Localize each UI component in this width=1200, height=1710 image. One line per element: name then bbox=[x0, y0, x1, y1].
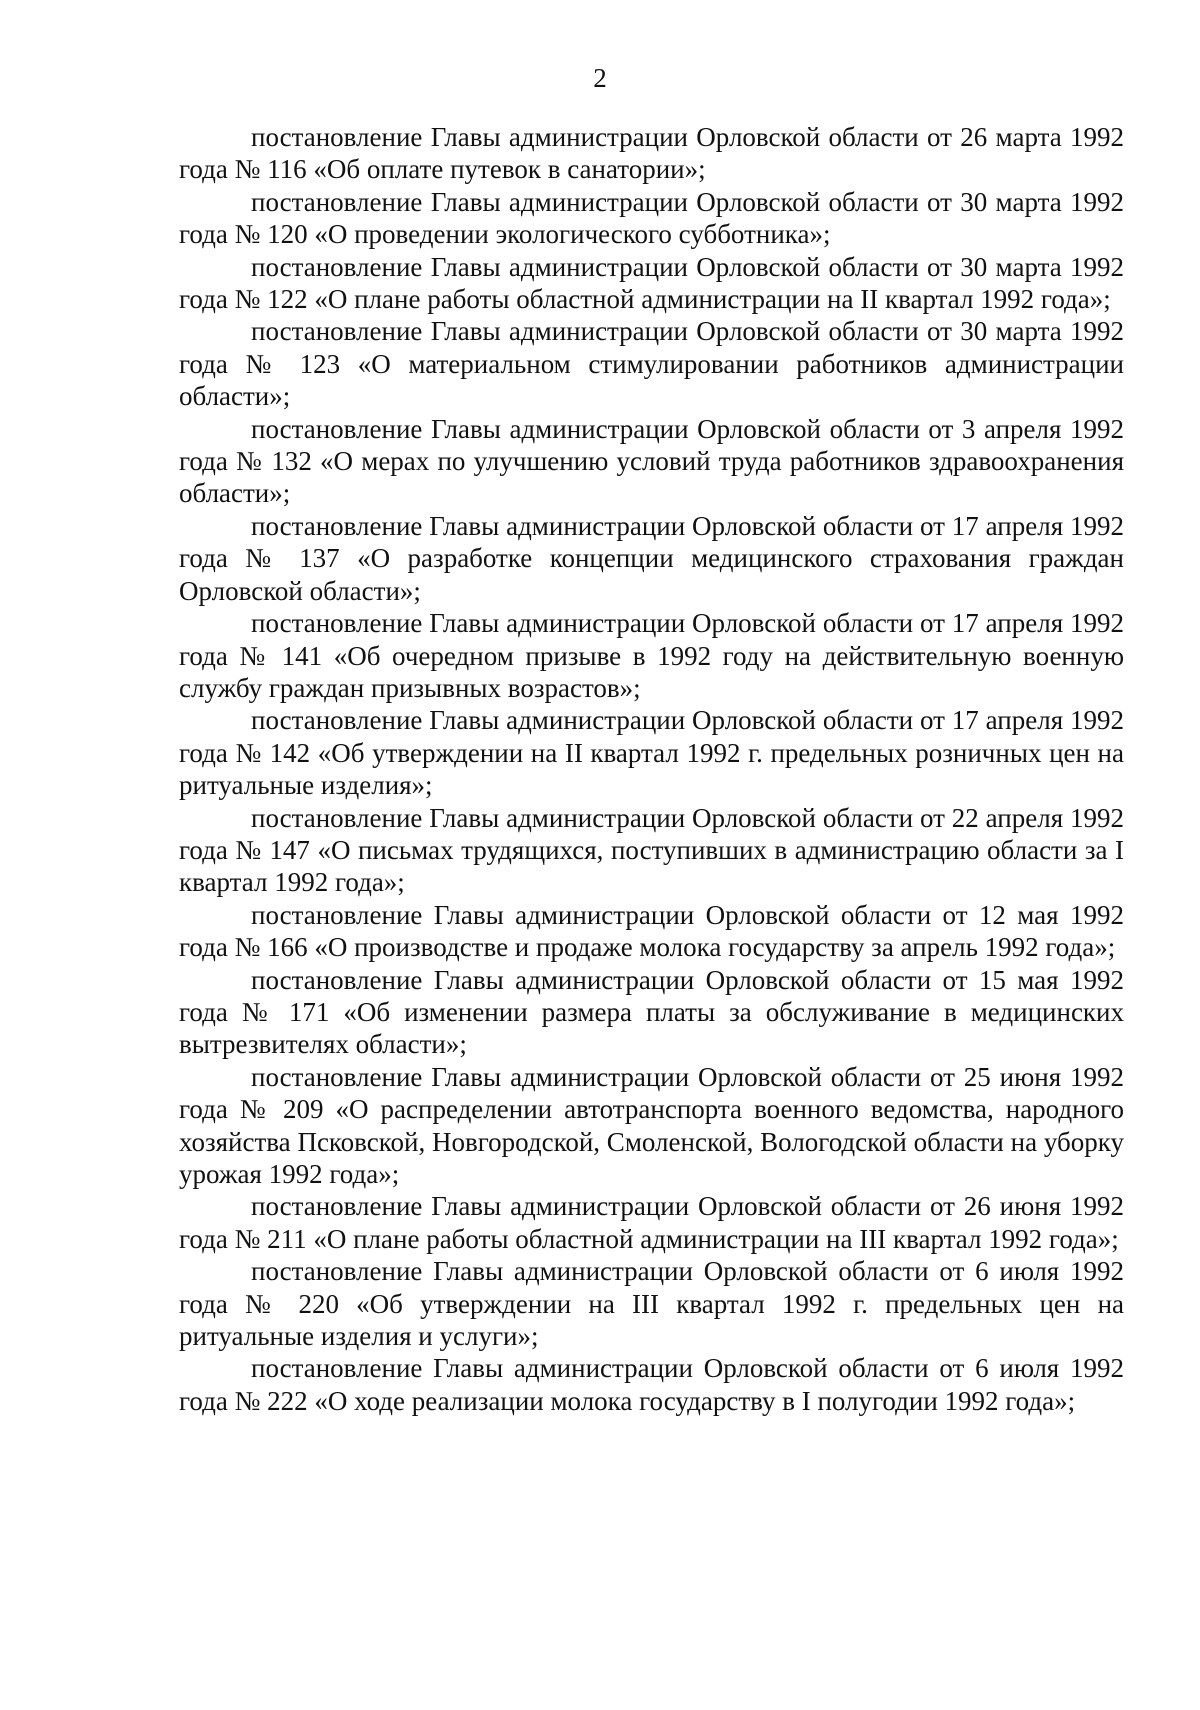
list-item: постановление Главы администрации Орловской области от 6 июля 1992 года № 220 «Об утверждении на III квартал 1992 г. предельных цен на ритуальные изделия и услуги»; bbox=[179, 1256, 1124, 1352]
list-item: постановление Главы администрации Орловской области от 17 апреля 1992 года № 141 «Об очередном призыве в 1992 году на действительную военную службу граждан призывных возрастов»; bbox=[179, 608, 1124, 703]
list-item: постановление Главы администрации Орловской области от 26 июня 1992 года № 211 «О плане работы областной администрации на III квартал 1992 года»; bbox=[179, 1191, 1124, 1254]
list-item: постановление Главы администрации Орловской области от 17 апреля 1992 года № 142 «Об утверждении на II квартал 1992 г. предельных розничных цен на ритуальные изделия»; bbox=[179, 705, 1124, 801]
list-item: постановление Главы администрации Орловской области от 30 марта 1992 года № 123 «О материальном стимулировании работников администрации области»; bbox=[179, 316, 1124, 412]
list-item: постановление Главы администрации Орловской области от 30 марта 1992 года № 122 «О плане работы областной администрации на II квартал 1992 года»; bbox=[179, 251, 1124, 315]
list-item: постановление Главы администрации Орловской области от 12 мая 1992 года № 166 «О производстве и продаже молока государству за апрель 1992 года»; bbox=[179, 899, 1124, 963]
list-item: постановление Главы администрации Орловской области от 22 апреля 1992 года № 147 «О письмах трудящихся, поступивших в администрацию области за I квартал 1992 года»; bbox=[179, 802, 1124, 898]
list-item: постановление Главы администрации Орловской области от 26 марта 1992 года № 116 «Об оплате путевок в санатории»; bbox=[179, 122, 1124, 185]
list-item: постановление Главы администрации Орловской области от 3 апреля 1992 года № 132 «О мерах по улучшению условий труда работников здравоохранения области»; bbox=[179, 413, 1124, 509]
list-item: постановление Главы администрации Орловской области от 15 мая 1992 года № 171 «Об изменении размера платы за обслуживание в медицинских вытрезвителях области»; bbox=[179, 964, 1124, 1060]
list-item: постановление Главы администрации Орловской области от 17 апреля 1992 года № 137 «О разработке концепции медицинского страхования граждан Орловской области»; bbox=[179, 510, 1124, 606]
document-body bbox=[179, 121, 1124, 1417]
page-number: 2 bbox=[593, 63, 607, 93]
list-item: постановление Главы администрации Орловской области от 30 марта 1992 года № 120 «О проведении экологического субботника»; bbox=[179, 186, 1124, 250]
list-item: постановление Главы администрации Орловской области от 25 июня 1992 года № 209 «О распределении автотранспорта военного ведомства, народного хозяйства Псковской, Новгородской, Смоленской, Вологодской области на уборку урожая 1992 года»; bbox=[179, 1061, 1124, 1189]
list-item: постановление Главы администрации Орловской области от 6 июля 1992 года № 222 «О ходе реализации молока государству в I полугодии 1992 года»; bbox=[179, 1353, 1124, 1416]
